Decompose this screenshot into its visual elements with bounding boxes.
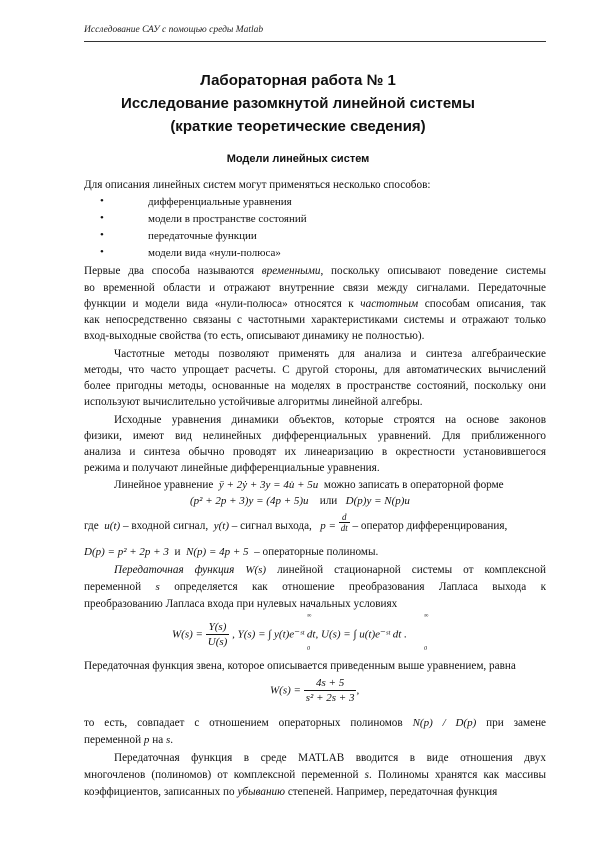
bullet-marker: •	[100, 212, 104, 224]
paragraph-line: вход-выходные свойства (то есть, описывают динамику не полностью).	[84, 330, 425, 342]
integral-upper-limit: ∞	[424, 613, 429, 619]
title-line-3: (краткие теоретические сведения)	[170, 118, 426, 135]
operator-equation-short: D(p)y = N(p)u	[345, 495, 410, 507]
paragraph-line: преобразованию Лапласа входа при нулевых начальных условиях	[84, 598, 398, 610]
paragraph-line: Передаточная функция звена, которое описывается приведенным выше уравнением, равна	[84, 660, 516, 672]
differential-equation: ÿ + 2ẏ + 3y = 4u̇ + 5u	[218, 479, 319, 491]
bullet-item: дифференциальные уравнения	[148, 196, 292, 208]
paragraph-line: физики, имеют вид нелинейных дифференциальных уравнений. Для приближенного	[84, 430, 546, 442]
paragraph-line: используют вычислительно устойчивые алгоритмы линейной алгебры.	[84, 396, 423, 408]
paragraph-line: переменной s определяется как отношение преобразования Лапласа выхода к	[84, 581, 546, 593]
paragraph-line: Исходные уравнения динамики объектов, которые строятся на основе законов	[114, 414, 546, 426]
definitions-line: где u(t) – входной сигнал, y(t) – сигнал выхода, p = $\frac{d}{dt}$ – оператор дифференцирования,	[84, 511, 508, 533]
paragraph-line: методы, что часто упрощает расчеты. С другой стороны, для автоматических вычислений	[84, 364, 546, 376]
laplace-formulas: W(s) = $\frac{Y(s)}{U(s)}$ , Y(s) = ∫ y(t)e⁻ˢᵗ dt, U(s) = ∫ u(t)e⁻ˢᵗ dt .	[172, 621, 407, 648]
paragraph-line: многочленов (полиномов) от комплексной переменной s. Полиномы хранятся как массивы	[84, 769, 546, 781]
paragraph-line: во временной области и отражают внутренние связи между сигналами. Передаточные	[84, 282, 546, 294]
paragraph-line: Передаточная функция в среде MATLAB вводится в виде отношения двух	[114, 752, 546, 764]
integral-upper-limit: ∞	[307, 613, 312, 619]
intro-text: Для описания линейных систем могут применяться несколько способов:	[84, 179, 431, 191]
paragraph-line: Первые два способа называются временными, поскольку описывают поведение системы	[84, 265, 546, 277]
paragraph-line: переменной p на s.	[84, 734, 174, 746]
bullet-item: модели вида «нули-полюса»	[148, 247, 281, 259]
derivative-fraction: $\frac{d}{dt}$	[340, 511, 348, 533]
section-heading: Модели линейных систем	[226, 153, 370, 165]
running-header: Исследование САУ с помощью среды Matlab	[84, 25, 264, 35]
bullet-item: передаточные функции	[148, 230, 257, 242]
bullet-marker: •	[100, 246, 104, 258]
paragraph-line: функции и модели вида «нули-полюса» относятся к частотным способам описания, так	[84, 298, 546, 310]
paragraph-line: то есть, совпадает с отношением операторных полиномов N(p) / D(p) при замене	[84, 717, 546, 729]
transfer-function-formula: W(s) = $\frac{4s + 5}{\text{s² + 2s + 3}}$ ,	[270, 677, 360, 704]
transfer-function-fraction: $\frac{4s + 5}{\text{s² + 2s + 3}}$	[305, 677, 355, 704]
operator-equation: (p² + 2p + 3)y = (4p + 5)u	[190, 495, 309, 507]
integral-lower-limit: 0	[424, 646, 427, 652]
polynomials-line: D(p) = p² + 2p + 3 и N(p) = 4p + 5 – операторные полиномы.	[84, 546, 379, 558]
bullet-item: модели в пространстве состояний	[148, 213, 307, 225]
transfer-ratio: $\frac{Y(s)}{U(s)}$	[207, 621, 228, 648]
bullet-marker: •	[100, 229, 104, 241]
title-line-2: Исследование разомкнутой линейной системы	[121, 95, 475, 112]
paragraph-line: коэффициентов, записанных по убыванию степеней. Например, передаточная функция	[84, 786, 498, 798]
header-rule	[84, 41, 546, 42]
paragraph-line: Передаточная функция W(s) линейной стационарной системы от комплексной	[114, 564, 546, 576]
paragraph-line: Частотные методы позволяют применять для анализа и синтеза алгебраические	[114, 348, 546, 360]
paragraph-line: как непосредственно связаны с частотными характеристиками системы и отражают только	[84, 314, 546, 326]
paragraph-line: анализа и синтеза обычно проводят их линеаризацию в окрестности установившегося	[84, 446, 546, 458]
paragraph-line: режима и получают линейные дифференциальные уравнения.	[84, 462, 380, 474]
integral-lower-limit: 0	[307, 646, 310, 652]
title-line-1: Лабораторная работа № 1	[200, 72, 396, 89]
bullet-marker: •	[100, 195, 104, 207]
operator-form-line: (p² + 2p + 3)y = (4p + 5)u или D(p)y = N(p)u	[190, 495, 410, 507]
paragraph-line: более пригодны методы, основанные на моделях в пространстве состояний, поскольку они	[84, 380, 546, 392]
equation-intro-line: Линейное уравнение ÿ + 2ẏ + 3y = 4u̇ + 5u можно записать в операторной форме	[114, 479, 504, 491]
